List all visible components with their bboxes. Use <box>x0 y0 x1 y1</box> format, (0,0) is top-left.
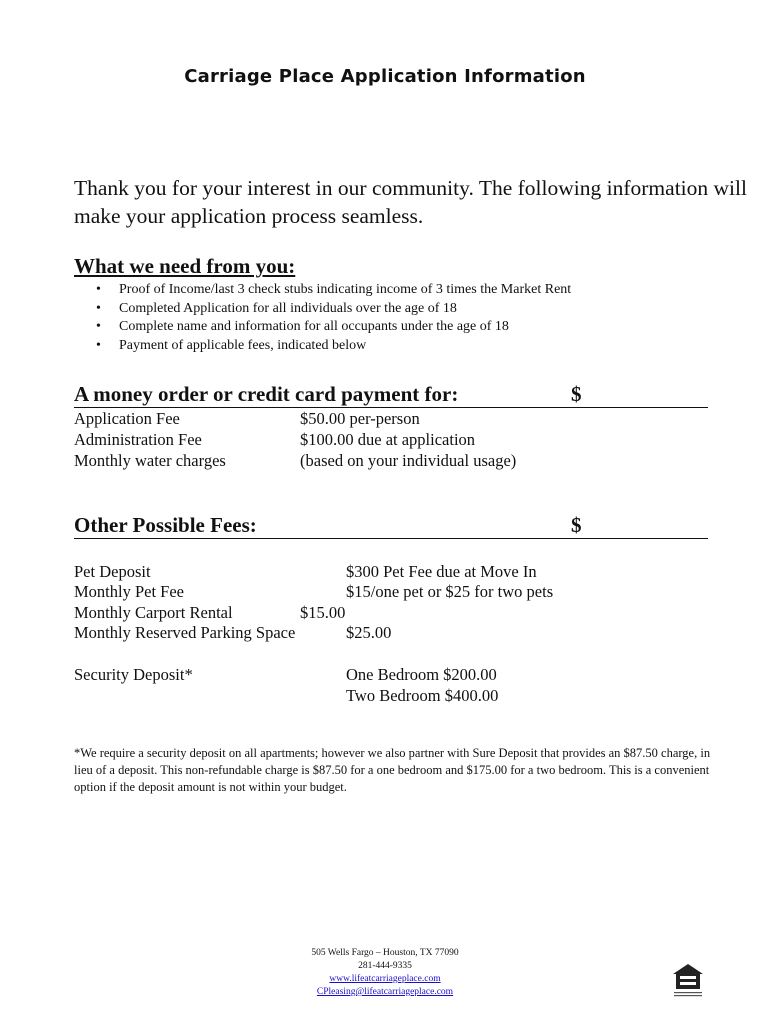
security-one-bedroom: One Bedroom $200.00 <box>346 665 497 684</box>
fee-label: Application Fee <box>74 409 180 428</box>
list-item: • Completed Application for all individuals over the age of 18 <box>96 300 571 319</box>
security-two-bedroom: Two Bedroom $400.00 <box>346 686 499 705</box>
other-heading: Other Possible Fees: <box>74 513 257 537</box>
fee-label: Monthly water charges <box>74 451 226 470</box>
fee-value: $15/one pet or $25 for two pets <box>346 582 554 601</box>
payment-heading-row <box>74 381 708 408</box>
fee-value: $300 Pet Fee due at Move In <box>346 562 537 581</box>
bullet-icon: • <box>96 319 101 334</box>
needs-list <box>96 281 571 355</box>
other-dollar: $ <box>571 513 582 537</box>
footer-address: 505 Wells Fargo – Houston, TX 77090 <box>311 948 459 958</box>
website-link[interactable]: www.lifeatcarriageplace.com <box>329 974 441 984</box>
intro-text: Thank you for your interest in our community. The following information will make your application process seamless. <box>74 176 747 228</box>
footer-phone: 281-444-9335 <box>358 961 412 971</box>
list-item: • Proof of Income/last 3 check stubs indicating income of 3 times the Market Rent <box>96 281 571 300</box>
fee-value: $100.00 due at application <box>300 430 476 449</box>
payment-dollar: $ <box>571 382 582 406</box>
list-item: • Payment of applicable fees, indicated below <box>96 337 571 356</box>
fee-label: Monthly Pet Fee <box>74 582 184 601</box>
fee-label: Pet Deposit <box>74 562 151 581</box>
needs-heading: What we need from you: <box>74 254 296 278</box>
fee-label: Administration Fee <box>74 430 202 449</box>
fee-label: Monthly Carport Rental <box>74 603 233 622</box>
bullet-icon: • <box>96 300 101 316</box>
equal-housing-opportunity-icon <box>671 963 705 999</box>
security-footnote: *We require a security deposit on all apartments; however we also partner with Sure Deposit that provides an $87.50 charge, in lieu of a deposit. This non-refundable charge is $87.50 for a one bedroom and $175.00 for a two bedroom. This is a convenient option if the deposit amount is not within your budget. <box>74 746 711 794</box>
security-deposit-label: Security Deposit* <box>74 665 193 684</box>
list-item: • Complete name and information for all occupants under the age of 18 <box>96 318 571 337</box>
fee-value: (based on your individual usage) <box>300 451 517 470</box>
email-link[interactable]: CPleasing@lifeatcarriageplace.com <box>316 987 454 997</box>
bullet-icon: • <box>96 337 101 353</box>
footer <box>0 947 770 999</box>
fee-value: $15.00 <box>300 603 346 622</box>
fee-value: $50.00 per-person <box>300 409 420 428</box>
fee-value: $25.00 <box>346 623 392 642</box>
other-heading-row <box>74 512 708 539</box>
page-title: Carriage Place Application Information <box>184 66 586 87</box>
fee-label: Monthly Reserved Parking Space <box>74 623 296 642</box>
bullet-icon: • <box>96 282 101 297</box>
payment-heading: A money order or credit card payment for: <box>74 382 459 406</box>
